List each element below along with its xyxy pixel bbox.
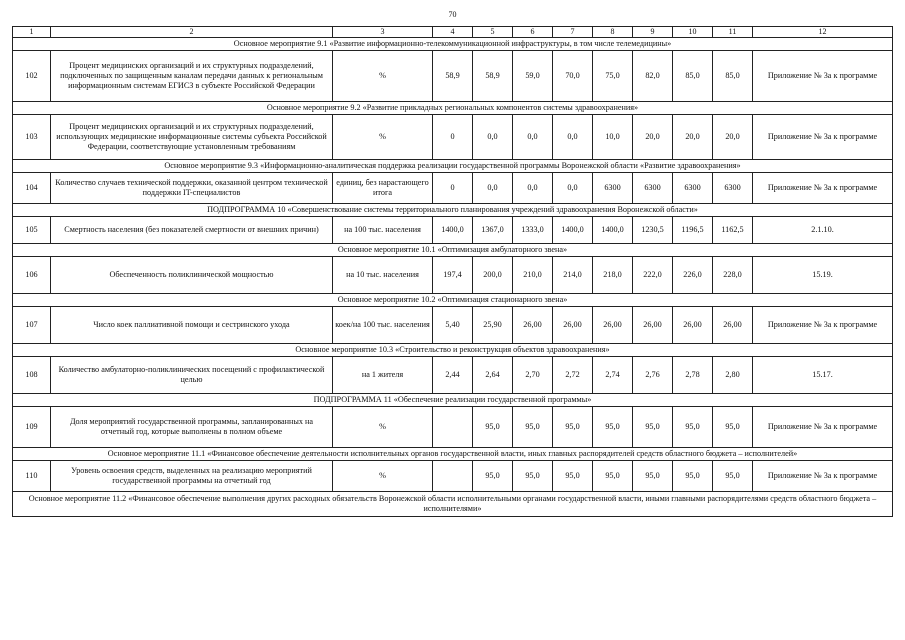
indicator-row xyxy=(13,173,893,204)
indicator-value: 95,0 xyxy=(633,407,673,448)
indicator-value: 2,78 xyxy=(673,357,713,394)
indicator-value: 95,0 xyxy=(713,407,753,448)
indicator-value: 95,0 xyxy=(553,461,593,492)
column-number: 2 xyxy=(51,27,333,38)
indicator-value: 228,0 xyxy=(713,257,753,294)
source-reference: 15.17. xyxy=(753,357,893,394)
indicator-value: 218,0 xyxy=(593,257,633,294)
indicator-value: 226,0 xyxy=(673,257,713,294)
indicator-value: 6300 xyxy=(713,173,753,204)
indicator-value: 95,0 xyxy=(473,407,513,448)
indicator-value: 82,0 xyxy=(633,51,673,102)
indicator-name: Количество случаев технической поддержки, оказанной центром технической поддержки IT-специалистов xyxy=(51,173,333,204)
indicator-value xyxy=(433,461,473,492)
indicator-value: 70,0 xyxy=(553,51,593,102)
row-number: 105 xyxy=(13,217,51,244)
row-number: 104 xyxy=(13,173,51,204)
indicator-value: 20,0 xyxy=(713,115,753,160)
section-heading-row xyxy=(13,294,893,307)
indicator-value: 20,0 xyxy=(673,115,713,160)
indicator-name: Смертность населения (без показателей смертности от внешних причин) xyxy=(51,217,333,244)
row-number: 103 xyxy=(13,115,51,160)
section-heading-row xyxy=(13,102,893,115)
indicator-value: 6300 xyxy=(633,173,673,204)
indicator-row xyxy=(13,407,893,448)
section-heading-row xyxy=(13,244,893,257)
row-number: 110 xyxy=(13,461,51,492)
column-number: 12 xyxy=(753,27,893,38)
section-heading: Основное мероприятие 9.2 «Развитие прикладных региональных компонентов системы здравоохранения» xyxy=(13,102,893,115)
column-number: 4 xyxy=(433,27,473,38)
column-number: 3 xyxy=(333,27,433,38)
section-heading-row xyxy=(13,160,893,173)
section-heading-row xyxy=(13,492,893,517)
indicator-row xyxy=(13,257,893,294)
column-number: 10 xyxy=(673,27,713,38)
source-reference: 2.1.10. xyxy=(753,217,893,244)
indicator-name: Доля мероприятий государственной программы, запланированных на отчетный год, которые выполнены в полном объеме xyxy=(51,407,333,448)
indicator-value: 10,0 xyxy=(593,115,633,160)
indicator-value: 26,00 xyxy=(673,307,713,344)
section-heading: Основное мероприятие 11.1 «Финансовое обеспечение деятельности исполнительных органов государственной власти, иных главных распорядителей средств областного бюджета – исполнителей» xyxy=(13,448,893,461)
indicator-value: 1196,5 xyxy=(673,217,713,244)
indicator-value: 95,0 xyxy=(513,407,553,448)
indicator-value: 2,70 xyxy=(513,357,553,394)
indicator-row xyxy=(13,217,893,244)
indicator-row xyxy=(13,461,893,492)
section-heading: ПОДПРОГРАММА 10 «Совершенствование системы территориального планирования учреждений здравоохранения Воронежской области» xyxy=(13,204,893,217)
section-heading: ПОДПРОГРАММА 11 «Обеспечение реализации государственной программы» xyxy=(13,394,893,407)
column-number: 11 xyxy=(713,27,753,38)
indicator-value: 6300 xyxy=(673,173,713,204)
indicator-value: 2,44 xyxy=(433,357,473,394)
indicator-value: 20,0 xyxy=(633,115,673,160)
column-number: 9 xyxy=(633,27,673,38)
section-heading-row xyxy=(13,394,893,407)
indicator-value: 0,0 xyxy=(513,173,553,204)
unit-of-measure: на 1 жителя xyxy=(333,357,433,394)
indicator-value: 26,00 xyxy=(553,307,593,344)
indicator-value: 95,0 xyxy=(633,461,673,492)
unit-of-measure: % xyxy=(333,51,433,102)
indicator-value: 222,0 xyxy=(633,257,673,294)
indicator-value: 2,64 xyxy=(473,357,513,394)
indicator-name: Процент медицинских организаций и их структурных подразделений, использующих медицинские информационные системы субъекта Российской Федерации, соответствующие установленным требованиям xyxy=(51,115,333,160)
source-reference: 15.19. xyxy=(753,257,893,294)
section-heading-row xyxy=(13,38,893,51)
unit-of-measure: на 10 тыс. населения xyxy=(333,257,433,294)
indicator-value: 2,74 xyxy=(593,357,633,394)
section-heading-row xyxy=(13,204,893,217)
unit-of-measure: коек/на 100 тыс. населения xyxy=(333,307,433,344)
row-number: 102 xyxy=(13,51,51,102)
indicator-value: 95,0 xyxy=(713,461,753,492)
row-number: 109 xyxy=(13,407,51,448)
indicator-name: Обеспеченность поликлинической мощностью xyxy=(51,257,333,294)
source-reference: Приложение № 3а к программе xyxy=(753,307,893,344)
column-number: 7 xyxy=(553,27,593,38)
section-heading: Основное мероприятие 11.2 «Финансовое обеспечение выполнения других расходных обязательств Воронежской области исполнительными органами государственной власти, иными главными распорядителями средств областного бюджета – исполнителями» xyxy=(13,492,893,517)
indicator-value: 2,72 xyxy=(553,357,593,394)
unit-of-measure: % xyxy=(333,461,433,492)
indicator-value: 2,80 xyxy=(713,357,753,394)
indicator-value: 59,0 xyxy=(513,51,553,102)
indicator-value: 95,0 xyxy=(673,407,713,448)
unit-of-measure: на 100 тыс. населения xyxy=(333,217,433,244)
indicator-value: 95,0 xyxy=(673,461,713,492)
column-number: 5 xyxy=(473,27,513,38)
section-heading-row xyxy=(13,448,893,461)
indicator-value: 0,0 xyxy=(553,115,593,160)
indicator-value: 95,0 xyxy=(553,407,593,448)
indicator-value: 0,0 xyxy=(553,173,593,204)
indicator-value: 1400,0 xyxy=(433,217,473,244)
section-heading-row xyxy=(13,344,893,357)
indicator-value: 26,00 xyxy=(593,307,633,344)
indicator-value: 197,4 xyxy=(433,257,473,294)
source-reference: Приложение № 3а к программе xyxy=(753,51,893,102)
indicator-value: 5,40 xyxy=(433,307,473,344)
indicator-row xyxy=(13,357,893,394)
indicator-row xyxy=(13,115,893,160)
unit-of-measure: единиц, без нарастающего итога xyxy=(333,173,433,204)
indicator-value: 1400,0 xyxy=(593,217,633,244)
indicator-value: 1230,5 xyxy=(633,217,673,244)
indicator-name: Число коек паллиативной помощи и сестринского ухода xyxy=(51,307,333,344)
indicator-value: 1162,5 xyxy=(713,217,753,244)
indicator-value: 214,0 xyxy=(553,257,593,294)
indicator-value: 25,90 xyxy=(473,307,513,344)
row-number: 107 xyxy=(13,307,51,344)
indicator-name: Уровень освоения средств, выделенных на реализацию мероприятий государственной программы на отчетный год xyxy=(51,461,333,492)
section-heading: Основное мероприятие 10.2 «Оптимизация стационарного звена» xyxy=(13,294,893,307)
indicator-name: Количество амбулаторно-поликлинических посещений с профилактической целью xyxy=(51,357,333,394)
indicator-value xyxy=(433,407,473,448)
section-heading: Основное мероприятие 10.3 «Строительство и реконструкция объектов здравоохранения» xyxy=(13,344,893,357)
section-heading: Основное мероприятие 9.1 «Развитие информационно-телекоммуникационной инфраструктуры, в том числе телемедицины» xyxy=(13,38,893,51)
source-reference: Приложение № 3а к программе xyxy=(753,173,893,204)
indicator-value: 0,0 xyxy=(473,115,513,160)
indicator-value: 26,00 xyxy=(713,307,753,344)
source-reference: Приложение № 3а к программе xyxy=(753,461,893,492)
indicator-value: 95,0 xyxy=(593,461,633,492)
unit-of-measure: % xyxy=(333,115,433,160)
indicator-value: 0 xyxy=(433,173,473,204)
indicator-value: 85,0 xyxy=(713,51,753,102)
column-number: 1 xyxy=(13,27,51,38)
row-number: 108 xyxy=(13,357,51,394)
column-number-row xyxy=(13,27,893,38)
indicators-table xyxy=(12,26,893,517)
indicator-value: 6300 xyxy=(593,173,633,204)
indicator-value: 1333,0 xyxy=(513,217,553,244)
indicator-value: 58,9 xyxy=(433,51,473,102)
indicator-value: 1400,0 xyxy=(553,217,593,244)
indicator-value: 0,0 xyxy=(513,115,553,160)
indicator-value: 95,0 xyxy=(593,407,633,448)
indicator-value: 0,0 xyxy=(473,173,513,204)
indicator-value: 85,0 xyxy=(673,51,713,102)
indicator-value: 95,0 xyxy=(473,461,513,492)
indicator-value: 58,9 xyxy=(473,51,513,102)
indicator-row xyxy=(13,51,893,102)
section-heading: Основное мероприятие 10.1 «Оптимизация амбулаторного звена» xyxy=(13,244,893,257)
indicator-value: 75,0 xyxy=(593,51,633,102)
source-reference: Приложение № 3а к программе xyxy=(753,407,893,448)
section-heading: Основное мероприятие 9.3 «Информационно-аналитическая поддержка реализации государственной программы Воронежской области «Развитие здравоохранения» xyxy=(13,160,893,173)
indicator-value: 200,0 xyxy=(473,257,513,294)
page-number: 70 xyxy=(448,10,457,19)
indicator-row xyxy=(13,307,893,344)
source-reference: Приложение № 3а к программе xyxy=(753,115,893,160)
indicator-name: Процент медицинских организаций и их структурных подразделений, подключенных по защищенным каналам передачи данных к региональным информационным системам ЕГИСЗ в субъекте Российской Федерации xyxy=(51,51,333,102)
row-number: 106 xyxy=(13,257,51,294)
unit-of-measure: % xyxy=(333,407,433,448)
column-number: 6 xyxy=(513,27,553,38)
indicator-value: 26,00 xyxy=(633,307,673,344)
indicator-value: 2,76 xyxy=(633,357,673,394)
indicator-value: 26,00 xyxy=(513,307,553,344)
indicator-value: 0 xyxy=(433,115,473,160)
indicator-value: 210,0 xyxy=(513,257,553,294)
indicator-value: 1367,0 xyxy=(473,217,513,244)
column-number: 8 xyxy=(593,27,633,38)
indicator-value: 95,0 xyxy=(513,461,553,492)
